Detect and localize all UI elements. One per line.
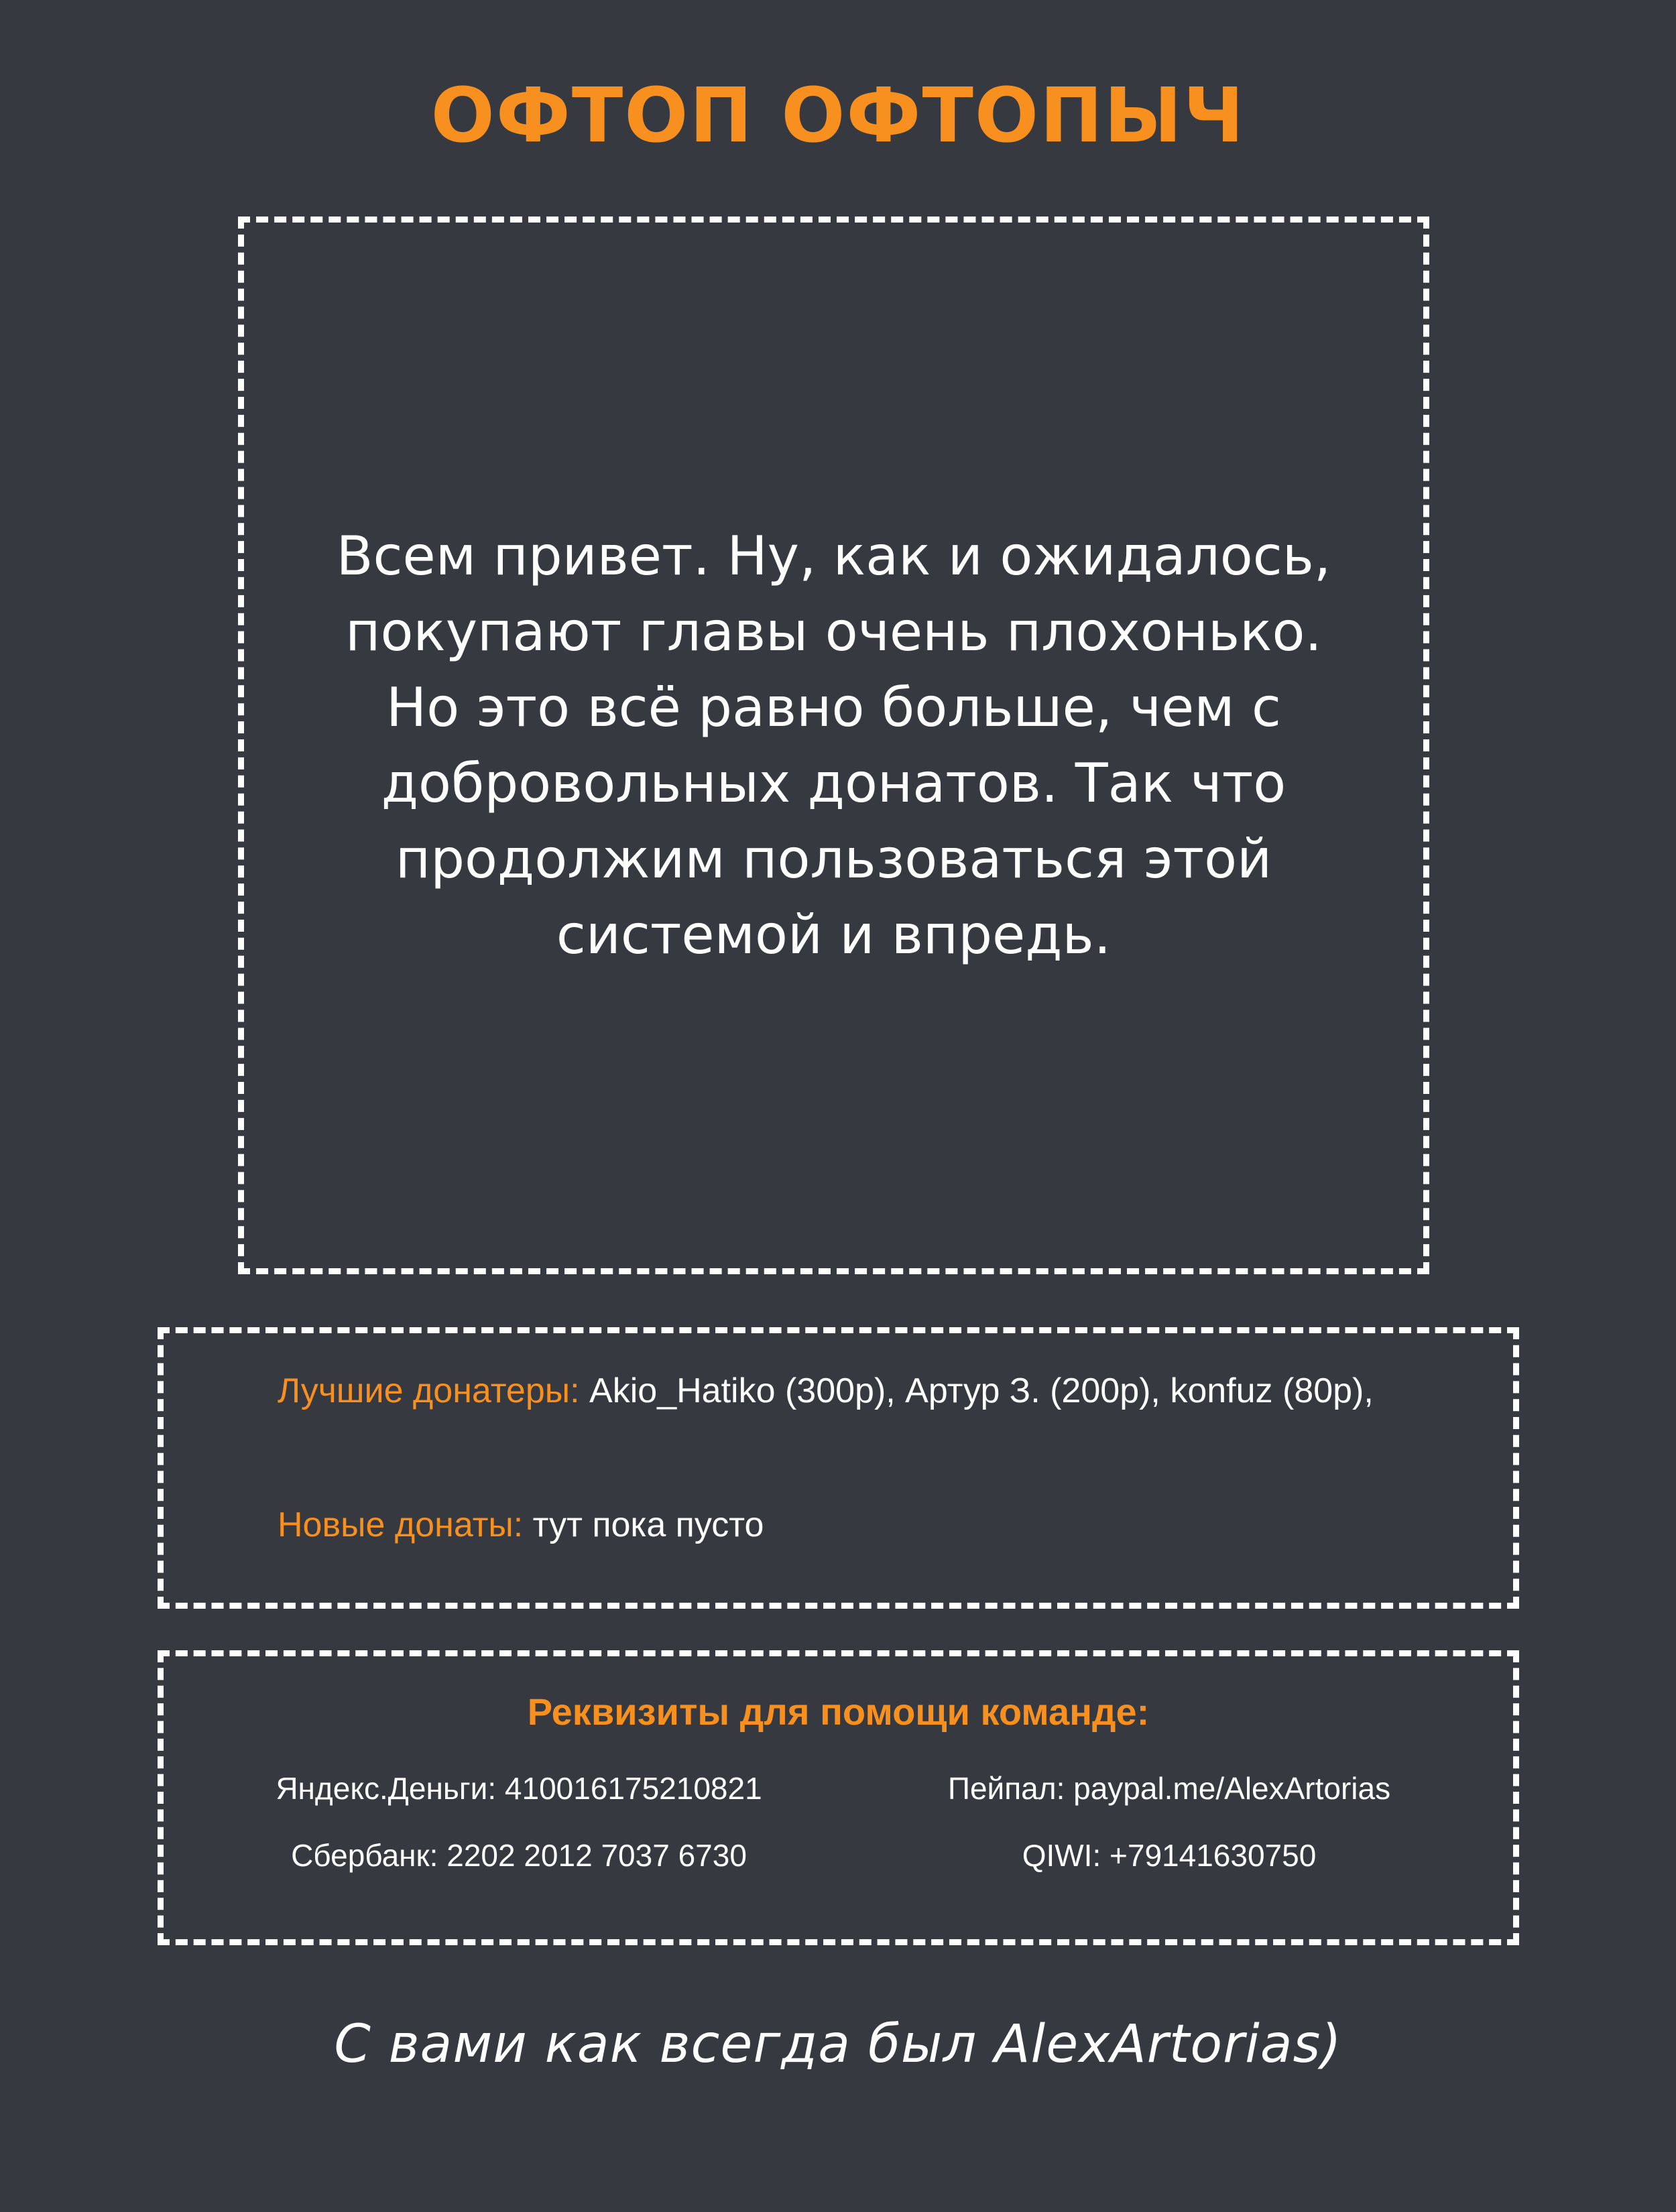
paypal-details: Пейпал: paypal.me/AlexArtorias — [947, 1771, 1391, 1806]
new-donations-line — [278, 1501, 1417, 1549]
qiwi-details: QIWI: +79141630750 — [1022, 1838, 1317, 1873]
sberbank-details: Сбербанк: 2202 2012 7037 6730 — [291, 1838, 747, 1873]
announcement-text: Всем привет. Ну, как и ожидалось, покупают главы очень плохонько. Но это всё равно больше, чем с добровольных донатов. Так что продолжим пользоваться этой системой и впредь. — [336, 525, 1331, 966]
page-title: ОФТОП ОФТОПЫЧ — [430, 72, 1246, 160]
announcement-box — [238, 217, 1429, 1274]
new-donations-text: тут пока пусто — [523, 1506, 764, 1544]
donors-box — [158, 1327, 1519, 1609]
yandex-money-details: Яндекс.Деньги: 410016175210821 — [276, 1771, 762, 1806]
best-donors-line — [278, 1367, 1417, 1415]
requisites-title: Реквизиты для помощи команде: — [527, 1691, 1150, 1733]
best-donors-label: Лучшие донатеры: — [278, 1371, 580, 1410]
signature: С вами как всегда был AlexArtorias) — [334, 2014, 1342, 2075]
new-donations-label: Новые донаты: — [278, 1506, 524, 1544]
requisites-box — [158, 1650, 1519, 1945]
best-donors-list: Akio_Hatiko (300р), Артур З. (200р), konfuz (80р), — [579, 1371, 1374, 1410]
